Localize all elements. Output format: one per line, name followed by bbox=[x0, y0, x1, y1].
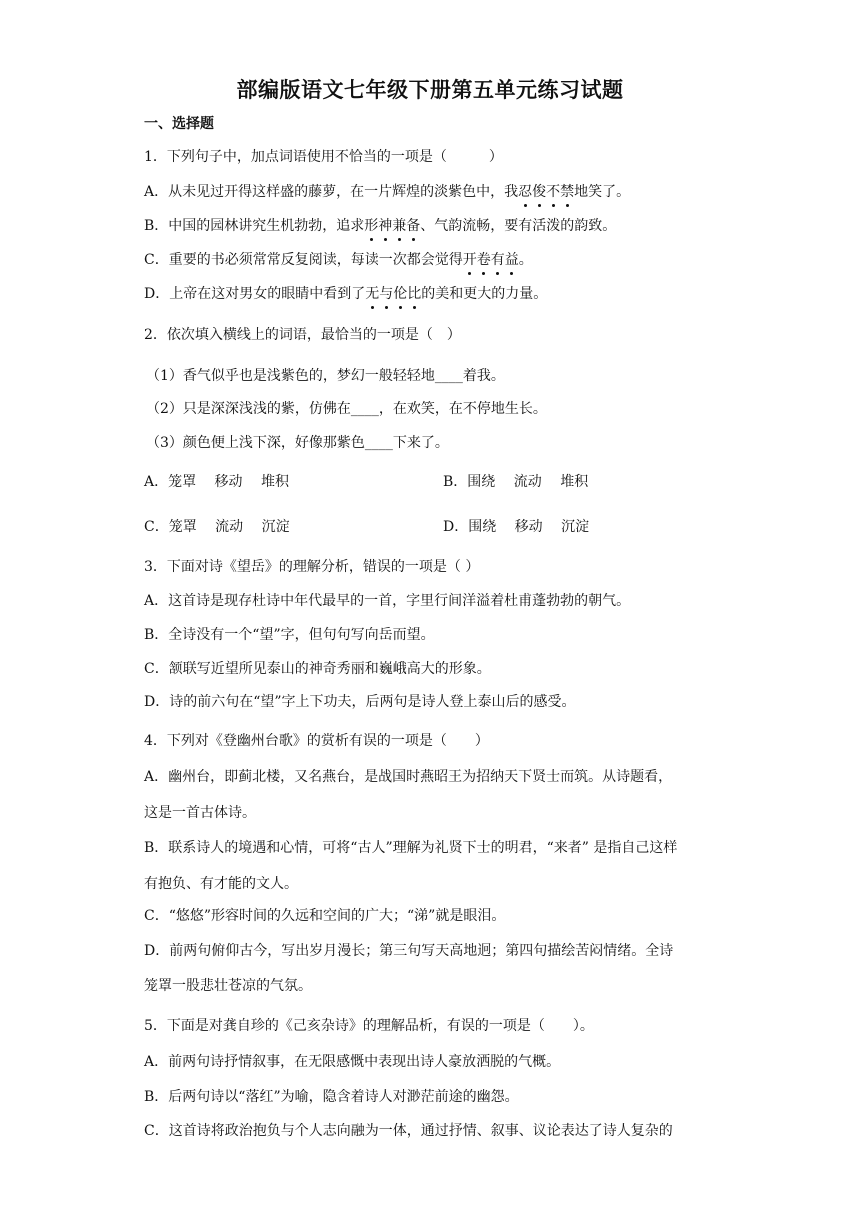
question-2-stem: 2．依次填入横线上的词语，最恰当的一项是（ ） bbox=[144, 327, 461, 343]
dotted-char: 卷 bbox=[476, 252, 491, 268]
option-text: 、气韵流畅，要有活泼的韵致。 bbox=[420, 218, 617, 234]
question-2-option-d: D．围绕 移动 沉淀 bbox=[443, 519, 590, 535]
dotted-char: 比 bbox=[407, 286, 422, 302]
option-text: 的美和更大的力量。 bbox=[421, 286, 548, 302]
question-5-option-c: C．这首诗将政治抱负与个人志向融为一体，通过抒情、叙事、议论表达了诗人复杂的 bbox=[144, 1123, 673, 1139]
dotted-char: 忍 bbox=[518, 184, 533, 200]
dotted-char: 有 bbox=[490, 252, 505, 268]
option-text: A．从未见过开得这样盛的藤萝，在一片辉煌的淡紫色中，我 bbox=[144, 184, 519, 200]
question-1-option-a bbox=[144, 182, 630, 202]
question-1-option-b bbox=[144, 216, 616, 236]
question-4-option-b-line-2: 有抱负、有才能的文人。 bbox=[144, 876, 298, 892]
dotted-char: 备 bbox=[406, 218, 421, 234]
question-3-option-a: A．这首诗是现存杜诗中年代最早的一首，字里行间洋溢着杜甫蓬勃勃的朝气。 bbox=[144, 593, 631, 609]
question-2-option-b: B．围绕 流动 堆积 bbox=[443, 474, 589, 490]
dotted-char: 与 bbox=[379, 286, 394, 302]
page-title: 部编版语文七年级下册第五单元练习试题 bbox=[236, 78, 624, 102]
question-2-option-c: C．笼罩 流动 沉淀 bbox=[144, 519, 290, 535]
question-2-sentence-3: （3）颜色便上浅下深，好像那紫色____下来了。 bbox=[146, 435, 449, 451]
question-2-option-a: A．笼罩 移动 堆积 bbox=[144, 474, 290, 490]
dotted-char: 禁 bbox=[560, 184, 575, 200]
dotted-char: 无 bbox=[365, 286, 380, 302]
question-3-option-b: B．全诗没有一个“望”字，但句句写向岳而望。 bbox=[144, 627, 435, 643]
dotted-char: 形 bbox=[364, 218, 379, 234]
option-text: B．中国的园林讲究生机勃勃，追求 bbox=[144, 218, 365, 234]
option-text: C．重要的书必须常常反复阅读，每读一次都会觉得 bbox=[144, 252, 463, 268]
question-3-stem: 3．下面对诗《望岳》的理解分析，错误的一项是（ ） bbox=[144, 559, 480, 575]
question-5-stem: 5．下面是对龚自珍的《己亥杂诗》的理解品析，有误的一项是（ ）。 bbox=[144, 1018, 594, 1034]
dotted-char: 伦 bbox=[393, 286, 408, 302]
dotted-char: 开 bbox=[462, 252, 477, 268]
question-4-option-d-line-1: D．前两句俯仰古今，写出岁月漫长；第三句写天高地迥；第四句描绘苦闷情绪。全诗 bbox=[144, 943, 674, 959]
option-text: 。 bbox=[518, 252, 533, 268]
dotted-char: 俊 bbox=[532, 184, 547, 200]
question-1-option-c bbox=[144, 250, 533, 270]
question-1-option-d bbox=[144, 284, 547, 304]
question-1-stem: 1．下列句子中，加点词语使用不恰当的一项是（ ） bbox=[144, 149, 503, 165]
question-5-option-b: B．后两句诗以“落红”为喻，隐含着诗人对渺茫前途的幽怨。 bbox=[144, 1089, 519, 1105]
question-3-option-d: D．诗的前六句在“望”字上下功夫，后两句是诗人登上泰山后的感受。 bbox=[144, 694, 576, 710]
question-4-option-a-line-1: A．幽州台，即蓟北楼，又名燕台，是战国时燕昭王为招纳天下贤士而筑。从诗题看， bbox=[144, 769, 673, 785]
question-4-option-c: C．“悠悠”形容时间的久远和空间的广大；“涕”就是眼泪。 bbox=[144, 908, 506, 924]
section-heading: 一、选择题 bbox=[144, 116, 214, 132]
question-5-option-a: A．前两句诗抒情叙事，在无限感慨中表现出诗人豪放洒脱的气概。 bbox=[144, 1054, 561, 1070]
question-4-option-a-line-2: 这是一首古体诗。 bbox=[144, 805, 256, 821]
option-text: D．上帝在这对男女的眼睛中看到了 bbox=[144, 286, 366, 302]
question-3-option-c: C．颔联写近望所见泰山的神奇秀丽和巍峨高大的形象。 bbox=[144, 661, 491, 677]
question-4-option-d-line-2: 笼罩一股悲壮苍凉的气氛。 bbox=[144, 978, 312, 994]
dotted-char: 兼 bbox=[392, 218, 407, 234]
question-2-sentence-2: （2）只是深深浅浅的紫，仿佛在____，在欢笑，在不停地生长。 bbox=[146, 401, 547, 417]
option-text: 地笑了。 bbox=[574, 184, 631, 200]
dotted-char: 不 bbox=[546, 184, 561, 200]
question-4-option-b-line-1: B．联系诗人的境遇和心情，可将“古人”理解为礼贤下士的明君，“来者” 是指自己这样 bbox=[144, 840, 678, 856]
dotted-char: 神 bbox=[378, 218, 393, 234]
question-4-stem: 4．下列对《登幽州台歌》的赏析有误的一项是（ ） bbox=[144, 733, 489, 749]
question-2-sentence-1: （1）香气似乎也是浅紫色的，梦幻一般轻轻地____着我。 bbox=[146, 368, 505, 384]
dotted-char: 益 bbox=[504, 252, 519, 268]
